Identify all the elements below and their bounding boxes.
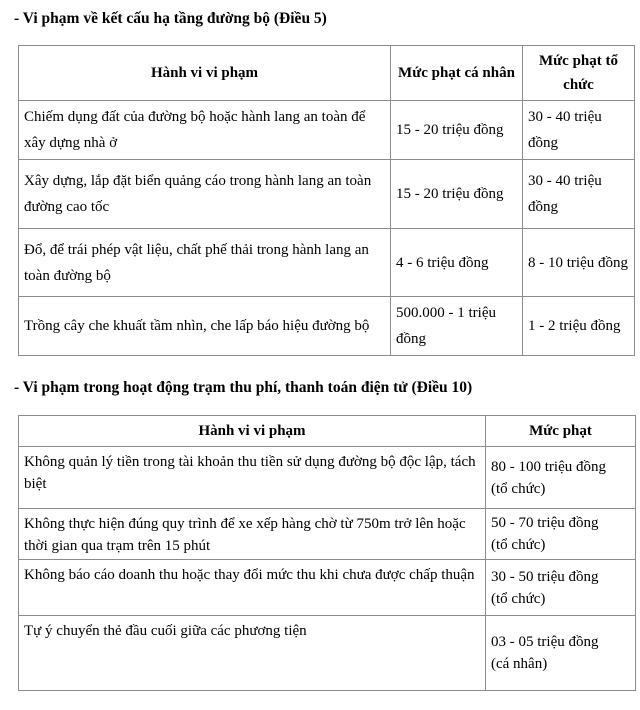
behavior-cell: Trồng cây che khuất tầm nhìn, che lấp báo hiệu đường bộ — [19, 297, 391, 356]
table-header-row — [19, 416, 636, 447]
individual-fine-cell: 15 - 20 triệu đồng — [391, 160, 523, 229]
fine-note: (tổ chức) — [491, 537, 546, 553]
behavior-cell: Không báo cáo doanh thu hoặc thay đổi mức thu khi chưa được chấp thuận — [19, 560, 486, 616]
fine-amount: 80 - 100 triệu đồng — [491, 458, 606, 475]
table-row — [19, 509, 636, 560]
organization-fine-cell: 8 - 10 triệu đồng — [523, 229, 635, 297]
toll-station-violations-table — [18, 415, 636, 691]
organization-fine-cell: 30 - 40 triệu đồng — [523, 160, 635, 229]
behavior-cell: Đổ, để trái phép vật liệu, chất phế thải trong hành lang an toàn đường bộ — [19, 229, 391, 297]
organization-fine-cell: 30 - 40 triệu đồng — [523, 101, 635, 160]
table-row — [19, 229, 635, 297]
fine-amount: 30 - 50 triệu đồng — [491, 568, 599, 585]
individual-fine-cell: 4 - 6 triệu đồng — [391, 229, 523, 297]
behavior-cell: Không quản lý tiền trong tài khoản thu tiền sử dụng đường bộ độc lập, tách biệt — [19, 447, 486, 509]
infrastructure-violations-table — [18, 45, 635, 356]
organization-fine-cell: 1 - 2 triệu đồng — [523, 297, 635, 356]
behavior-cell: Không thực hiện đúng quy trình để xe xếp hàng chờ từ 750m trở lên hoặc thời gian qua trạm trên 15 phút — [19, 509, 486, 560]
behavior-cell: Xây dựng, lắp đặt biển quảng cáo trong hành lang an toàn đường cao tốc — [19, 160, 391, 229]
column-header-fine: Mức phạt — [486, 416, 636, 447]
column-header-individual-fine: Mức phạt cá nhân — [391, 46, 523, 101]
table-row — [19, 160, 635, 229]
column-header-organization-fine: Mức phạt tổ chức — [523, 46, 635, 101]
fine-amount: 50 - 70 triệu đồng — [491, 515, 599, 531]
behavior-cell: Tự ý chuyển thẻ đầu cuối giữa các phương tiện — [19, 616, 486, 691]
fine-cell — [486, 447, 636, 509]
individual-fine-cell: 500.000 - 1 triệu đồng — [391, 297, 523, 356]
fine-cell — [486, 509, 636, 560]
table-row — [19, 616, 636, 691]
fine-amount: 03 - 05 triệu đồng — [491, 634, 599, 650]
table-row — [19, 560, 636, 616]
fine-cell — [486, 560, 636, 616]
table-row — [19, 447, 636, 509]
table-row — [19, 297, 635, 356]
table-row — [19, 101, 635, 160]
table-header-row — [19, 46, 635, 101]
article-body — [0, 9, 640, 710]
fine-note: (tổ chức) — [491, 480, 546, 497]
fine-cell — [486, 616, 636, 691]
section-heading-toll-station: - Vi phạm trong hoạt động trạm thu phí, thanh toán điện tử (Điều 10) — [14, 379, 473, 396]
fine-note: (cá nhân) — [491, 656, 548, 672]
behavior-cell: Chiếm dụng đất của đường bộ hoặc hành lang an toàn để xây dựng nhà ở — [19, 101, 391, 160]
column-header-behavior: Hành vi vi phạm — [19, 416, 486, 447]
section-heading-infrastructure: - Vi phạm về kết cấu hạ tầng đường bộ (Điều 5) — [14, 10, 327, 27]
fine-note: (tổ chức) — [491, 590, 546, 607]
column-header-behavior: Hành vi vi phạm — [19, 46, 391, 101]
individual-fine-cell: 15 - 20 triệu đồng — [391, 101, 523, 160]
